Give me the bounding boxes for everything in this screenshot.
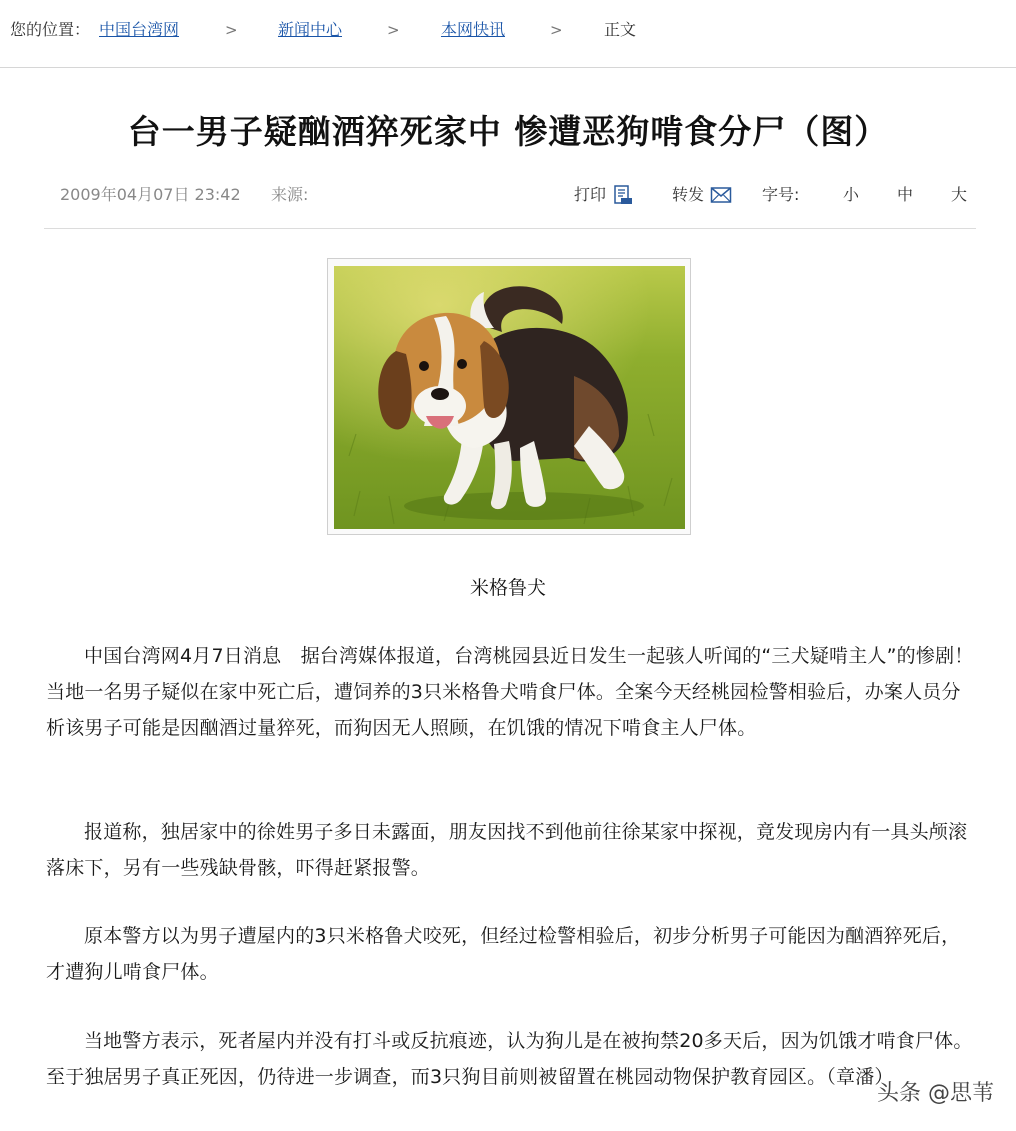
font-size-large-button[interactable]: 大 (951, 185, 968, 204)
print-button[interactable] (574, 182, 634, 208)
breadcrumb-label: 您的位置： (10, 20, 91, 39)
article-image-frame (327, 258, 691, 535)
article-title: 台一男子疑酗酒猝死家中 惨遭恶狗啃食分尸（图） (127, 112, 889, 151)
top-divider (0, 67, 1016, 68)
print-icon (612, 184, 634, 206)
breadcrumb-link-news-center[interactable]: 新闻中心 (278, 20, 343, 39)
breadcrumb-link-home[interactable]: 中国台湾网 (99, 20, 180, 39)
breadcrumb-current: 正文 (604, 20, 637, 39)
font-size-small-button[interactable]: 小 (843, 185, 860, 204)
print-label: 打印 (574, 185, 607, 204)
image-caption: 米格鲁犬 (469, 577, 546, 599)
source-label: 来源: (271, 185, 309, 204)
mail-icon (710, 186, 732, 204)
article-paragraph: 当地警方表示，死者屋内并没有打斗或反抗痕迹，认为狗儿是在被拘禁20多天后，因为饥饿才啃食尸体。至于独居男子真正死因，仍待进一步调查，而3只狗目前则被留置在桃园动物保护教育园区。（章潘） (46, 1030, 973, 1088)
watermark: 头条 @思苇 (877, 1081, 994, 1106)
font-size-medium-button[interactable]: 中 (897, 185, 914, 204)
breadcrumb-separator: > (225, 21, 238, 39)
article-paragraph: 报道称，独居家中的徐姓男子多日未露面，朋友因找不到他前往徐某家中探视，竟发现房内有一具头颅滚落床下，另有一些残缺骨骸，吓得赶紧报警。 (46, 821, 968, 879)
article-meta (0, 182, 1016, 208)
beagle-puppy-image (334, 266, 685, 529)
forward-button[interactable] (672, 182, 732, 208)
breadcrumb-separator: > (387, 21, 400, 39)
article-paragraph: 中国台湾网4月7日消息 据台湾媒体报道，台湾桃园县近日发生一起骇人听闻的“三犬疑啃主人”的惨剧！当地一名男子疑似在家中死亡后，遭饲养的3只米格鲁犬啃食尸体。全案今天经桃园检警相验后，办案人员分析该男子可能是因酗酒过量猝死，而狗因无人照顾，在饥饿的情况下啃食主人尸体。 (46, 645, 974, 739)
breadcrumb-link-quick-news[interactable]: 本网快讯 (441, 20, 506, 39)
meta-divider (44, 228, 976, 229)
publish-date: 2009年04月07日 23:42 (60, 185, 241, 204)
article-paragraph: 原本警方以为男子遭屋内的3只米格鲁犬咬死，但经过检警相验后，初步分析男子可能因为酗酒猝死后，才遭狗儿啃食尸体。 (46, 925, 961, 983)
font-size-label: 字号: (762, 185, 800, 204)
breadcrumb-separator: > (550, 21, 563, 39)
forward-label: 转发 (672, 185, 705, 204)
